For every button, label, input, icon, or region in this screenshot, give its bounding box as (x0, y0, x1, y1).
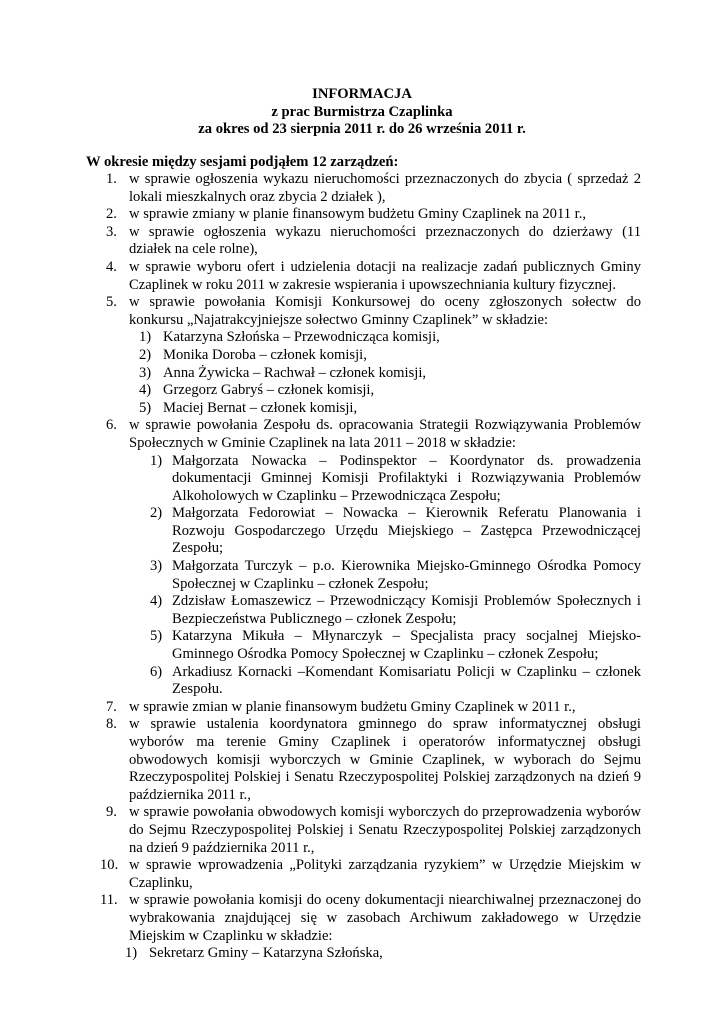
sub-list-item (86, 558, 641, 593)
sub-item-text: Maciej Bernat – członek komisji, (163, 399, 358, 416)
sub-item-number: 4) (139, 382, 152, 399)
item-text: w sprawie powołania Zespołu ds. opracowania Strategii Rozwiązywania Problemów Społecznych w Gminie Czaplinek na lata 2011 – 2018 w składzie: (129, 417, 641, 451)
item-number: 10. (100, 857, 119, 874)
list-item (86, 206, 641, 224)
item-number: 1. (106, 171, 117, 187)
sub-list-item (86, 664, 641, 699)
document-period: za okres od 23 sierpnia 2011 r. do 26 września 2011 r. (198, 121, 526, 138)
sub-list-item (86, 453, 641, 506)
sub-list-item (129, 400, 641, 418)
list-item (86, 716, 641, 804)
sub-item-number: 2) (150, 505, 163, 522)
item-text: w sprawie wyboru ofert i udzielenia dotacji na realizacje zadań publicznych Gminy Czaplinek w roku 2011 w zakresie wspierania i upowszechniania kultury fizycznej. (129, 258, 641, 293)
sub-item-text: Małgorzata Nowacka – Podinspektor – Koordynator ds. prowadzenia dokumentacji Gminnej Komisji Profilaktyki i Rozwiązywania Problemów Alkoholowych w Czaplinku – Przewodnicząca Zespołu; (172, 452, 641, 504)
list-item (86, 294, 641, 417)
sub-item-number: 3) (139, 364, 152, 381)
sub-list-item (129, 329, 641, 347)
sub-list-item (86, 505, 641, 558)
sub-item-text: Katarzyna Mikuła – Młynarczyk – Specjalista pracy socjalnej Miejsko-Gminnego Ośrodka Pomocy Społecznej w Czaplinku – członek Zespołu; (172, 628, 641, 663)
item-text: w sprawie powołania obwodowych komisji wyborczych do przeprowadzenia wyborów do Sejmu Rzeczypospolitej Polskiej i Senatu Rzeczypospolitej Polskiej zarządzonych na dzień 9 października 2011 r., (129, 804, 641, 856)
item-number: 3. (106, 223, 117, 240)
sub-item-text: Sekretarz Gminy – Katarzyna Szłońska, (149, 945, 383, 962)
list-item (86, 804, 641, 857)
sub-item-number: 4) (150, 593, 163, 610)
sub-item-number: 5) (139, 399, 152, 416)
list-item (86, 857, 641, 892)
sub-list-item (129, 382, 641, 400)
sub-item-text: Grzegorz Gabryś – członek komisji, (163, 382, 375, 399)
sub-item-number: 1) (139, 329, 152, 346)
sub-item-number: 1) (150, 452, 163, 469)
sub-item-text: Monika Doroba – członek komisji, (163, 346, 367, 363)
sub-item-number: 3) (150, 558, 163, 575)
sub-item-number: 1) (125, 945, 138, 962)
sub-list-item (129, 365, 641, 383)
item-text: w sprawie powołania komisji do oceny dokumentacji niearchiwalnej przeznaczonej do wybrakowania znajdującej się w zasobach Archiwum zakładowego w Urzędzie Miejskim w Czaplinku w składzie: (129, 892, 641, 944)
item-number: 2. (106, 206, 117, 223)
intro-heading: W okresie między sesjami podjąłem 12 zarządzeń: (86, 154, 399, 170)
item-text: w sprawie zmiany w planie finansowym budżetu Gminy Czaplinek na 2011 r., (129, 206, 587, 223)
document-title: INFORMACJA (312, 86, 412, 102)
list-item (86, 259, 641, 294)
item-number: 9. (106, 804, 117, 821)
sub-item-text: Arkadiusz Kornacki –Komendant Komisariatu Policji w Czaplinku – członek Zespołu. (172, 663, 641, 698)
item-text: w sprawie wprowadzenia „Polityki zarządzania ryzykiem” w Urzędzie Miejskim w Czaplinku, (129, 857, 641, 891)
sub-list-item (86, 628, 641, 663)
item-number: 11. (100, 892, 118, 909)
sub-list-item (129, 347, 641, 365)
sub-list-item (125, 945, 641, 963)
list-item (86, 417, 641, 452)
sub-list-item (86, 593, 641, 628)
ordinance-list (86, 171, 641, 963)
sub-item-text: Zdzisław Łomaszewicz – Przewodniczący Komisji Problemów Społecznych i Bezpieczeństwa Publicznego – członek Zespołu; (172, 593, 641, 627)
sub-item-number: 6) (150, 663, 163, 680)
item-number: 5. (106, 294, 117, 311)
list-item (86, 892, 641, 962)
list-item (86, 699, 641, 717)
item-text: w sprawie powołania Komisji Konkursowej do oceny zgłoszonych sołectw do konkursu „Najatrakcyjniejsze sołectwo Gminny Czaplinek” w składzie: (129, 294, 641, 328)
item-number: 6. (106, 417, 117, 434)
sub-item-text: Małgorzata Fedorowiat – Nowacka – Kierownik Referatu Planowania i Rozwoju Gospodarczego Urzędu Miejskiego – Zastępca Przewodniczącej Zespołu; (172, 505, 641, 557)
item-number: 8. (106, 716, 117, 733)
document-header (0, 86, 724, 139)
item-text: w sprawie ustalenia koordynatora gminnego do spraw informatycznej obsługi wyborów ma terenie Gminy Czaplinek i operatorów informatycznej obsługi obwodowych komisji wyborczych w Gminie Czaplinek, w wyborach do Sejmu Rzeczypospolitej Polskiej i Senatu Rzeczypospolitej Polskiej zarządzonych na dzień 9 października 2011 r., (129, 716, 641, 803)
sub-item-number: 5) (150, 628, 163, 645)
item-number: 7. (106, 698, 117, 715)
sub-item-number: 2) (139, 346, 152, 363)
sub-item-text: Katarzyna Szłońska – Przewodnicząca komisji, (163, 329, 440, 346)
document-subtitle: z prac Burmistrza Czaplinka (271, 103, 453, 120)
item-text: w sprawie zmian w planie finansowym budżetu Gminy Czaplinek w 2011 r., (129, 698, 576, 715)
item-text: w sprawie ogłoszenia wykazu nieruchomości przeznaczonych do dzierżawy (11 działek na cele rolne), (129, 223, 641, 258)
sub-item-text: Anna Żywicka – Rachwał – członek komisji, (163, 364, 427, 381)
sub-item-text: Małgorzata Turczyk – p.o. Kierownika Miejsko-Gminnego Ośrodka Pomocy Społecznej w Czaplinku – członek Zespołu; (172, 558, 641, 592)
list-item (86, 171, 641, 206)
item-text: w sprawie ogłoszenia wykazu nieruchomości przeznaczonych do zbycia ( sprzedaż 2 lokali mieszkalnych oraz zbycia 2 działek ), (129, 171, 641, 205)
item-number: 4. (106, 258, 117, 275)
list-item (86, 224, 641, 259)
